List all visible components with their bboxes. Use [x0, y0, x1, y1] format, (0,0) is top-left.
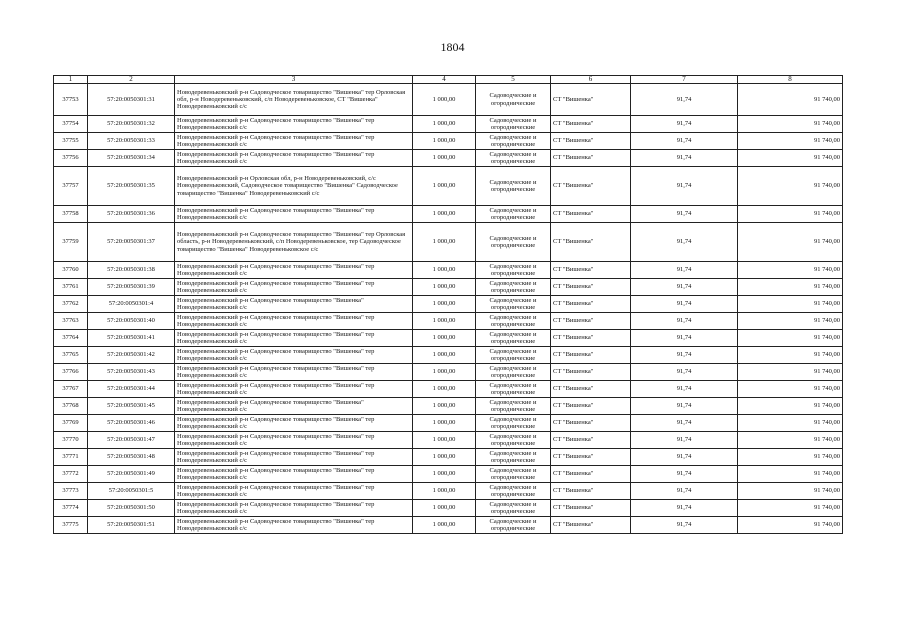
area-cell: 1 000,00 [413, 116, 476, 133]
owner-cell: СТ "Вишенка" [551, 449, 631, 466]
address-cell: Новодеревеньковский р-н Садоводческое товарищество "Вишенка" тер Новодеревеньковский с/с [175, 517, 413, 534]
table-row [54, 381, 843, 398]
owner-cell: СТ "Вишенка" [551, 415, 631, 432]
row-number-cell: 37760 [54, 262, 88, 279]
area-cell: 1 000,00 [413, 381, 476, 398]
area-cell: 1 000,00 [413, 347, 476, 364]
table-row [54, 223, 843, 262]
row-number-cell: 37754 [54, 116, 88, 133]
owner-cell: СТ "Вишенка" [551, 398, 631, 415]
total-value-cell: 91 740,00 [738, 116, 843, 133]
column-header: 3 [175, 76, 413, 84]
owner-cell: СТ "Вишенка" [551, 466, 631, 483]
row-number-cell: 37772 [54, 466, 88, 483]
area-cell: 1 000,00 [413, 364, 476, 381]
row-number-cell: 37773 [54, 483, 88, 500]
unit-value-cell: 91,74 [631, 206, 738, 223]
table-row [54, 466, 843, 483]
column-header: 5 [476, 76, 551, 84]
row-number-cell: 37775 [54, 517, 88, 534]
owner-cell: СТ "Вишенка" [551, 500, 631, 517]
unit-value-cell: 91,74 [631, 133, 738, 150]
land-use-cell: Садоводческие и огороднические [476, 133, 551, 150]
total-value-cell: 91 740,00 [738, 500, 843, 517]
address-cell: Новодеревеньковский р-н Садоводческое товарищество "Вишенка" тер Новодеревеньковский с/с [175, 206, 413, 223]
cadastral-number-cell: 57:20:0050301:40 [88, 313, 175, 330]
table-row [54, 313, 843, 330]
land-use-cell: Садоводческие и огороднические [476, 223, 551, 262]
row-number-cell: 37771 [54, 449, 88, 466]
row-number-cell: 37761 [54, 279, 88, 296]
area-cell: 1 000,00 [413, 517, 476, 534]
total-value-cell: 91 740,00 [738, 313, 843, 330]
owner-cell: СТ "Вишенка" [551, 330, 631, 347]
owner-cell: СТ "Вишенка" [551, 223, 631, 262]
address-cell: Новодеревеньковский р-н Садоводческое товарищество "Вишенка" тер Новодеревеньковский с/с [175, 449, 413, 466]
land-use-cell: Садоводческие и огороднические [476, 466, 551, 483]
cadastral-number-cell: 57:20:0050301:49 [88, 466, 175, 483]
unit-value-cell: 91,74 [631, 449, 738, 466]
cadastral-number-cell: 57:20:0050301:43 [88, 364, 175, 381]
area-cell: 1 000,00 [413, 296, 476, 313]
owner-cell: СТ "Вишенка" [551, 133, 631, 150]
land-use-cell: Садоводческие и огороднические [476, 415, 551, 432]
table-row [54, 296, 843, 313]
total-value-cell: 91 740,00 [738, 381, 843, 398]
land-use-cell: Садоводческие и огороднические [476, 279, 551, 296]
address-cell: Новодеревеньковский р-н Орловская обл, р-н Новодеревеньковский, с/с Новодеревеньковский, Садоводческое товарищество "Вишенка" Садоводческое товарищество "Вишенка" Новодеревеньковский с/с [175, 167, 413, 206]
cadastral-number-cell: 57:20:0050301:31 [88, 84, 175, 116]
address-cell: Новодеревеньковский р-н Садоводческое товарищество "Вишенка" тер Новодеревеньковский с/с [175, 415, 413, 432]
total-value-cell: 91 740,00 [738, 167, 843, 206]
area-cell: 1 000,00 [413, 223, 476, 262]
area-cell: 1 000,00 [413, 500, 476, 517]
area-cell: 1 000,00 [413, 150, 476, 167]
owner-cell: СТ "Вишенка" [551, 167, 631, 206]
area-cell: 1 000,00 [413, 133, 476, 150]
row-number-cell: 37757 [54, 167, 88, 206]
land-use-cell: Садоводческие и огороднические [476, 313, 551, 330]
land-use-cell: Садоводческие и огороднические [476, 150, 551, 167]
cadastral-number-cell: 57:20:0050301:51 [88, 517, 175, 534]
land-use-cell: Садоводческие и огороднические [476, 381, 551, 398]
row-number-cell: 37759 [54, 223, 88, 262]
land-use-cell: Садоводческие и огороднические [476, 262, 551, 279]
row-number-cell: 37767 [54, 381, 88, 398]
row-number-cell: 37769 [54, 415, 88, 432]
column-header: 4 [413, 76, 476, 84]
table-row [54, 330, 843, 347]
row-number-cell: 37756 [54, 150, 88, 167]
total-value-cell: 91 740,00 [738, 466, 843, 483]
row-number-cell: 37753 [54, 84, 88, 116]
row-number-cell: 37770 [54, 432, 88, 449]
table-row [54, 398, 843, 415]
total-value-cell: 91 740,00 [738, 398, 843, 415]
unit-value-cell: 91,74 [631, 296, 738, 313]
unit-value-cell: 91,74 [631, 517, 738, 534]
table-row [54, 206, 843, 223]
area-cell: 1 000,00 [413, 206, 476, 223]
table-row [54, 364, 843, 381]
owner-cell: СТ "Вишенка" [551, 116, 631, 133]
column-header: 1 [54, 76, 88, 84]
address-cell: Новодеревеньковский р-н Садоводческое товарищество "Вишенка" тер Новодеревеньковский с/с [175, 133, 413, 150]
cadastral-number-cell: 57:20:0050301:35 [88, 167, 175, 206]
area-cell: 1 000,00 [413, 415, 476, 432]
land-use-cell: Садоводческие и огороднические [476, 398, 551, 415]
table-row [54, 517, 843, 534]
address-cell: Новодеревеньковский р-н Садоводческое товарищество "Вишенка" тер Орловская обл, р-н Новодеревеньковский, с/п Новодеревеньковское, СТ "Вишенка" Новодеревеньковский с/с [175, 84, 413, 116]
area-cell: 1 000,00 [413, 167, 476, 206]
total-value-cell: 91 740,00 [738, 279, 843, 296]
row-number-cell: 37768 [54, 398, 88, 415]
cadastral-number-cell: 57:20:0050301:33 [88, 133, 175, 150]
land-use-cell: Садоводческие и огороднические [476, 296, 551, 313]
total-value-cell: 91 740,00 [738, 483, 843, 500]
land-use-cell: Садоводческие и огороднические [476, 347, 551, 364]
land-use-cell: Садоводческие и огороднические [476, 432, 551, 449]
cadastral-number-cell: 57:20:0050301:39 [88, 279, 175, 296]
row-number-cell: 37762 [54, 296, 88, 313]
total-value-cell: 91 740,00 [738, 347, 843, 364]
total-value-cell: 91 740,00 [738, 150, 843, 167]
address-cell: Новодеревеньковский р-н Садоводческое товарищество "Вишенка" тер Новодеревеньковский с/с [175, 432, 413, 449]
owner-cell: СТ "Вишенка" [551, 279, 631, 296]
column-header: 2 [88, 76, 175, 84]
owner-cell: СТ "Вишенка" [551, 84, 631, 116]
address-cell: Новодеревеньковский р-н Садоводческое товарищество "Вишенка" тер Новодеревеньковский с/с [175, 347, 413, 364]
unit-value-cell: 91,74 [631, 483, 738, 500]
table-row [54, 150, 843, 167]
owner-cell: СТ "Вишенка" [551, 262, 631, 279]
address-cell: Новодеревеньковский р-н Садоводческое товарищество "Вишенка" тер Новодеревеньковский с/с [175, 500, 413, 517]
row-number-cell: 37774 [54, 500, 88, 517]
table-row [54, 116, 843, 133]
total-value-cell: 91 740,00 [738, 84, 843, 116]
cadastral-number-cell: 57:20:0050301:44 [88, 381, 175, 398]
column-header: 7 [631, 76, 738, 84]
cadastral-number-cell: 57:20:0050301:37 [88, 223, 175, 262]
land-use-cell: Садоводческие и огороднические [476, 84, 551, 116]
table-row [54, 167, 843, 206]
total-value-cell: 91 740,00 [738, 364, 843, 381]
cadastral-number-cell: 57:20:0050301:46 [88, 415, 175, 432]
table-row [54, 483, 843, 500]
total-value-cell: 91 740,00 [738, 432, 843, 449]
row-number-cell: 37765 [54, 347, 88, 364]
address-cell: Новодеревеньковский р-н Садоводческое товарищество "Вишенка" тер Новодеревеньковский с/с [175, 262, 413, 279]
address-cell: Новодеревеньковский р-н Садоводческое товарищество "Вишенка" тер Новодеревеньковский с/с [175, 364, 413, 381]
table-row [54, 415, 843, 432]
unit-value-cell: 91,74 [631, 415, 738, 432]
owner-cell: СТ "Вишенка" [551, 150, 631, 167]
address-cell: Новодеревеньковский р-н Садоводческое товарищество "Вишенка" Новодеревеньковский с/с [175, 398, 413, 415]
owner-cell: СТ "Вишенка" [551, 483, 631, 500]
total-value-cell: 91 740,00 [738, 206, 843, 223]
total-value-cell: 91 740,00 [738, 415, 843, 432]
area-cell: 1 000,00 [413, 432, 476, 449]
table-row [54, 500, 843, 517]
address-cell: Новодеревеньковский р-н Садоводческое товарищество "Вишенка" тер Новодеревеньковский с/с [175, 313, 413, 330]
land-use-cell: Садоводческие и огороднические [476, 206, 551, 223]
area-cell: 1 000,00 [413, 449, 476, 466]
table-row [54, 133, 843, 150]
row-number-cell: 37764 [54, 330, 88, 347]
table-row [54, 84, 843, 116]
unit-value-cell: 91,74 [631, 381, 738, 398]
owner-cell: СТ "Вишенка" [551, 381, 631, 398]
address-cell: Новодеревеньковский р-н Садоводческое товарищество "Вишенка" тер Новодеревеньковский с/с [175, 381, 413, 398]
land-use-cell: Садоводческие и огороднические [476, 116, 551, 133]
cadastral-number-cell: 57:20:0050301:38 [88, 262, 175, 279]
table-row [54, 279, 843, 296]
cadastral-number-cell: 57:20:0050301:45 [88, 398, 175, 415]
unit-value-cell: 91,74 [631, 116, 738, 133]
unit-value-cell: 91,74 [631, 262, 738, 279]
land-use-cell: Садоводческие и огороднические [476, 449, 551, 466]
cadastral-number-cell: 57:20:0050301:34 [88, 150, 175, 167]
area-cell: 1 000,00 [413, 313, 476, 330]
land-use-cell: Садоводческие и огороднические [476, 517, 551, 534]
row-number-cell: 37755 [54, 133, 88, 150]
area-cell: 1 000,00 [413, 466, 476, 483]
column-header: 6 [551, 76, 631, 84]
cadastral-number-cell: 57:20:0050301:4 [88, 296, 175, 313]
address-cell: Новодеревеньковский р-н Садоводческое товарищество "Вишенка" тер Новодеревеньковский с/с [175, 279, 413, 296]
land-use-cell: Садоводческие и огороднические [476, 167, 551, 206]
area-cell: 1 000,00 [413, 279, 476, 296]
cadastral-number-cell: 57:20:0050301:36 [88, 206, 175, 223]
unit-value-cell: 91,74 [631, 150, 738, 167]
area-cell: 1 000,00 [413, 483, 476, 500]
table-row [54, 347, 843, 364]
table-row [54, 449, 843, 466]
unit-value-cell: 91,74 [631, 223, 738, 262]
cadastral-number-cell: 57:20:0050301:48 [88, 449, 175, 466]
unit-value-cell: 91,74 [631, 466, 738, 483]
land-use-cell: Садоводческие и огороднические [476, 483, 551, 500]
land-use-cell: Садоводческие и огороднические [476, 330, 551, 347]
address-cell: Новодеревеньковский р-н Садоводческое товарищество "Вишенка" тер Новодеревеньковский с/с [175, 330, 413, 347]
owner-cell: СТ "Вишенка" [551, 517, 631, 534]
land-use-cell: Садоводческие и огороднические [476, 500, 551, 517]
total-value-cell: 91 740,00 [738, 517, 843, 534]
unit-value-cell: 91,74 [631, 398, 738, 415]
unit-value-cell: 91,74 [631, 279, 738, 296]
row-number-cell: 37766 [54, 364, 88, 381]
row-number-cell: 37758 [54, 206, 88, 223]
address-cell: Новодеревеньковский р-н Садоводческое товарищество "Вишенка" тер Новодеревеньковский с/с [175, 483, 413, 500]
owner-cell: СТ "Вишенка" [551, 347, 631, 364]
owner-cell: СТ "Вишенка" [551, 364, 631, 381]
unit-value-cell: 91,74 [631, 330, 738, 347]
unit-value-cell: 91,74 [631, 313, 738, 330]
address-cell: Новодеревеньковский р-н Садоводческое товарищество "Вишенка" тер Орловская область, р-н Новодеревеньковский, с/п Новодеревеньковское, тер Садоводческое товарищество "Вишенка" Новодеревеньковское с/с [175, 223, 413, 262]
cadastral-number-cell: 57:20:0050301:47 [88, 432, 175, 449]
cadastral-number-cell: 57:20:0050301:5 [88, 483, 175, 500]
address-cell: Новодеревеньковский р-н Садоводческое товарищество "Вишенка" тер Новодеревеньковский с/с [175, 466, 413, 483]
total-value-cell: 91 740,00 [738, 296, 843, 313]
area-cell: 1 000,00 [413, 262, 476, 279]
land-plot-register-table [53, 75, 843, 534]
table-row [54, 262, 843, 279]
column-header: 8 [738, 76, 843, 84]
table-row [54, 432, 843, 449]
unit-value-cell: 91,74 [631, 84, 738, 116]
unit-value-cell: 91,74 [631, 167, 738, 206]
page-number: 1804 [440, 40, 465, 54]
owner-cell: СТ "Вишенка" [551, 432, 631, 449]
cadastral-number-cell: 57:20:0050301:41 [88, 330, 175, 347]
address-cell: Новодеревеньковский р-н Садоводческое товарищество "Вишенка" Новодеревеньковский с/с [175, 296, 413, 313]
unit-value-cell: 91,74 [631, 432, 738, 449]
total-value-cell: 91 740,00 [738, 449, 843, 466]
cadastral-number-cell: 57:20:0050301:50 [88, 500, 175, 517]
owner-cell: СТ "Вишенка" [551, 313, 631, 330]
unit-value-cell: 91,74 [631, 364, 738, 381]
unit-value-cell: 91,74 [631, 500, 738, 517]
owner-cell: СТ "Вишенка" [551, 296, 631, 313]
land-use-cell: Садоводческие и огороднические [476, 364, 551, 381]
address-cell: Новодеревеньковский р-н Садоводческое товарищество "Вишенка" тер Новодеревеньковский с/с [175, 150, 413, 167]
cadastral-number-cell: 57:20:0050301:42 [88, 347, 175, 364]
total-value-cell: 91 740,00 [738, 133, 843, 150]
table-body [54, 84, 843, 534]
column-number-row [54, 76, 843, 84]
total-value-cell: 91 740,00 [738, 223, 843, 262]
cadastral-number-cell: 57:20:0050301:32 [88, 116, 175, 133]
address-cell: Новодеревеньковский р-н Садоводческое товарищество "Вишенка" тер Новодеревеньковский с/с [175, 116, 413, 133]
area-cell: 1 000,00 [413, 84, 476, 116]
area-cell: 1 000,00 [413, 398, 476, 415]
total-value-cell: 91 740,00 [738, 262, 843, 279]
total-value-cell: 91 740,00 [738, 330, 843, 347]
unit-value-cell: 91,74 [631, 347, 738, 364]
owner-cell: СТ "Вишенка" [551, 206, 631, 223]
row-number-cell: 37763 [54, 313, 88, 330]
area-cell: 1 000,00 [413, 330, 476, 347]
